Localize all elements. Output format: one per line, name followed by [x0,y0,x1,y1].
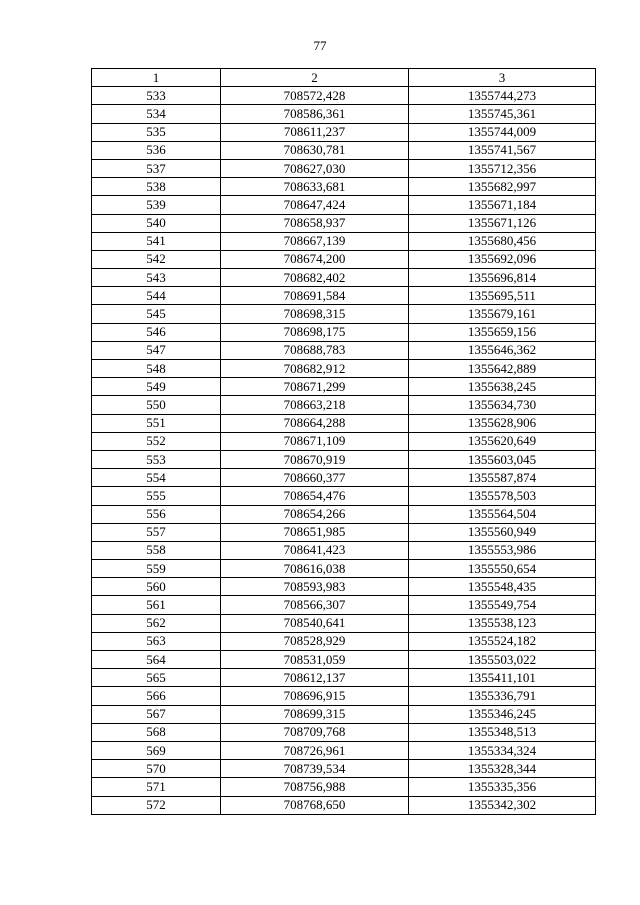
table-row [92,414,596,432]
table-cell-col-1: 559 [92,560,221,578]
table-cell-col-2: 708768,650 [221,796,409,814]
table-cell-col-3: 1355695,511 [409,287,596,305]
table-row [92,596,596,614]
table-row [92,432,596,450]
table-cell-col-1: 547 [92,341,221,359]
table-cell-col-1: 545 [92,305,221,323]
table-cell-col-3: 1355564,504 [409,505,596,523]
table-row [92,323,596,341]
table-cell-col-3: 1355603,045 [409,450,596,468]
table-row [92,669,596,687]
table-cell-col-1: 562 [92,614,221,632]
table-cell-col-2: 708593,983 [221,578,409,596]
table-row [92,232,596,250]
table-cell-col-1: 570 [92,760,221,778]
table-cell-col-3: 1355548,435 [409,578,596,596]
table-row [92,450,596,468]
table-cell-col-3: 1355348,513 [409,723,596,741]
table-cell-col-2: 708651,985 [221,523,409,541]
table-row [92,269,596,287]
table-cell-col-2: 708612,137 [221,669,409,687]
table-cell-col-3: 1355342,302 [409,796,596,814]
table-row [92,341,596,359]
table-cell-col-2: 708627,030 [221,159,409,177]
table-row [92,741,596,759]
table-row [92,250,596,268]
table-cell-col-3: 1355620,649 [409,432,596,450]
table-row [92,105,596,123]
table-cell-col-1: 548 [92,360,221,378]
table-cell-col-3: 1355638,245 [409,378,596,396]
table-cell-col-2: 708528,929 [221,632,409,650]
table-cell-col-2: 708670,919 [221,450,409,468]
table-cell-col-2: 708696,915 [221,687,409,705]
table-row [92,705,596,723]
table-cell-col-2: 708660,377 [221,469,409,487]
table-cell-col-1: 533 [92,87,221,105]
table-cell-col-3: 1355411,101 [409,669,596,687]
table-row [92,141,596,159]
table-row [92,378,596,396]
table-row [92,396,596,414]
table-cell-col-3: 1355328,344 [409,760,596,778]
page-number: 77 [313,38,327,53]
table-cell-col-1: 543 [92,269,221,287]
table-cell-col-1: 561 [92,596,221,614]
table-cell-col-2: 708709,768 [221,723,409,741]
table-row [92,687,596,705]
table-cell-col-3: 1355550,654 [409,560,596,578]
table-cell-col-1: 560 [92,578,221,596]
table-cell-col-1: 549 [92,378,221,396]
table-cell-col-3: 1355745,361 [409,105,596,123]
table-cell-col-2: 708699,315 [221,705,409,723]
table-row [92,469,596,487]
table-cell-col-1: 551 [92,414,221,432]
table-cell-col-3: 1355642,889 [409,360,596,378]
table-cell-col-2: 708688,783 [221,341,409,359]
table-cell-col-3: 1355679,161 [409,305,596,323]
table-cell-col-3: 1355646,362 [409,341,596,359]
table-cell-col-2: 708647,424 [221,196,409,214]
table-cell-col-3: 1355578,503 [409,487,596,505]
table-cell-col-3: 1355549,754 [409,596,596,614]
table-cell-col-1: 571 [92,778,221,796]
table-cell-col-3: 1355712,356 [409,159,596,177]
table-cell-col-3: 1355671,184 [409,196,596,214]
table-cell-col-2: 708630,781 [221,141,409,159]
table-cell-col-3: 1355680,456 [409,232,596,250]
table-cell-col-3: 1355634,730 [409,396,596,414]
table-cell-col-1: 553 [92,450,221,468]
table-cell-col-1: 539 [92,196,221,214]
table-row [92,541,596,559]
table-cell-col-1: 569 [92,741,221,759]
table-cell-col-1: 538 [92,178,221,196]
table-cell-col-1: 535 [92,123,221,141]
table-cell-col-3: 1355744,009 [409,123,596,141]
table-cell-col-3: 1355503,022 [409,651,596,669]
table-cell-col-1: 565 [92,669,221,687]
table-cell-col-2: 708739,534 [221,760,409,778]
table-cell-col-3: 1355336,791 [409,687,596,705]
table-cell-col-3: 1355587,874 [409,469,596,487]
table-cell-col-1: 541 [92,232,221,250]
table-row [92,651,596,669]
table-cell-col-3: 1355335,356 [409,778,596,796]
table-cell-col-2: 708671,109 [221,432,409,450]
table-row [92,632,596,650]
table-row [92,159,596,177]
table-cell-col-2: 708698,175 [221,323,409,341]
table-cell-col-1: 563 [92,632,221,650]
table-cell-col-1: 546 [92,323,221,341]
table-cell-col-2: 708726,961 [221,741,409,759]
table-cell-col-1: 552 [92,432,221,450]
table-cell-col-3: 1355538,123 [409,614,596,632]
table-cell-col-3: 1355560,949 [409,523,596,541]
table-cell-col-2: 708633,681 [221,178,409,196]
table-row [92,796,596,814]
table-cell-col-2: 708531,059 [221,651,409,669]
table-cell-col-1: 540 [92,214,221,232]
table-cell-col-2: 708654,266 [221,505,409,523]
table-cell-col-2: 708667,139 [221,232,409,250]
table-cell-col-3: 1355682,997 [409,178,596,196]
table-row [92,123,596,141]
table-cell-col-2: 708682,402 [221,269,409,287]
table-cell-col-2: 708654,476 [221,487,409,505]
table-cell-col-1: 536 [92,141,221,159]
coordinates-table [91,68,596,815]
table-cell-col-1: 566 [92,687,221,705]
table-row [92,578,596,596]
table-row [92,178,596,196]
table-row [92,487,596,505]
table-body [92,87,596,815]
table-cell-col-2: 708611,237 [221,123,409,141]
table-row [92,305,596,323]
table-cell-col-2: 708691,584 [221,287,409,305]
table-cell-col-2: 708658,937 [221,214,409,232]
table-cell-col-1: 556 [92,505,221,523]
table-cell-col-1: 557 [92,523,221,541]
table-cell-col-1: 537 [92,159,221,177]
table-cell-col-3: 1355553,986 [409,541,596,559]
header-col-2: 2 [221,69,409,87]
table-row [92,505,596,523]
table-cell-col-3: 1355524,182 [409,632,596,650]
table-cell-col-2: 708671,299 [221,378,409,396]
table-row [92,287,596,305]
table-cell-col-3: 1355334,324 [409,741,596,759]
table-cell-col-1: 554 [92,469,221,487]
table-cell-col-1: 542 [92,250,221,268]
table-cell-col-3: 1355741,567 [409,141,596,159]
table-cell-col-1: 564 [92,651,221,669]
table-header [92,69,596,87]
table-cell-col-2: 708682,912 [221,360,409,378]
table-row [92,360,596,378]
table-cell-col-3: 1355628,906 [409,414,596,432]
table-cell-col-2: 708698,315 [221,305,409,323]
table-cell-col-2: 708572,428 [221,87,409,105]
header-col-3: 3 [409,69,596,87]
table-row [92,760,596,778]
table-row [92,560,596,578]
table-row [92,214,596,232]
table-cell-col-3: 1355659,156 [409,323,596,341]
table-cell-col-2: 708641,423 [221,541,409,559]
table-cell-col-2: 708540,641 [221,614,409,632]
table-cell-col-2: 708663,218 [221,396,409,414]
table-row [92,523,596,541]
table-cell-col-2: 708586,361 [221,105,409,123]
table-row [92,723,596,741]
table-cell-col-1: 544 [92,287,221,305]
table-cell-col-3: 1355696,814 [409,269,596,287]
table-cell-col-1: 567 [92,705,221,723]
table-cell-col-1: 568 [92,723,221,741]
table-cell-col-3: 1355346,245 [409,705,596,723]
table-row [92,196,596,214]
table-row [92,778,596,796]
table-cell-col-1: 558 [92,541,221,559]
table-cell-col-2: 708616,038 [221,560,409,578]
table-cell-col-1: 555 [92,487,221,505]
table-cell-col-3: 1355692,096 [409,250,596,268]
table-cell-col-2: 708756,988 [221,778,409,796]
table-cell-col-1: 550 [92,396,221,414]
header-col-1: 1 [92,69,221,87]
table-cell-col-1: 534 [92,105,221,123]
table-cell-col-2: 708664,288 [221,414,409,432]
table-cell-col-3: 1355744,273 [409,87,596,105]
table-cell-col-2: 708566,307 [221,596,409,614]
table-row [92,87,596,105]
table-row [92,614,596,632]
table-cell-col-2: 708674,200 [221,250,409,268]
table-cell-col-3: 1355671,126 [409,214,596,232]
table-cell-col-1: 572 [92,796,221,814]
header-row [92,69,596,87]
